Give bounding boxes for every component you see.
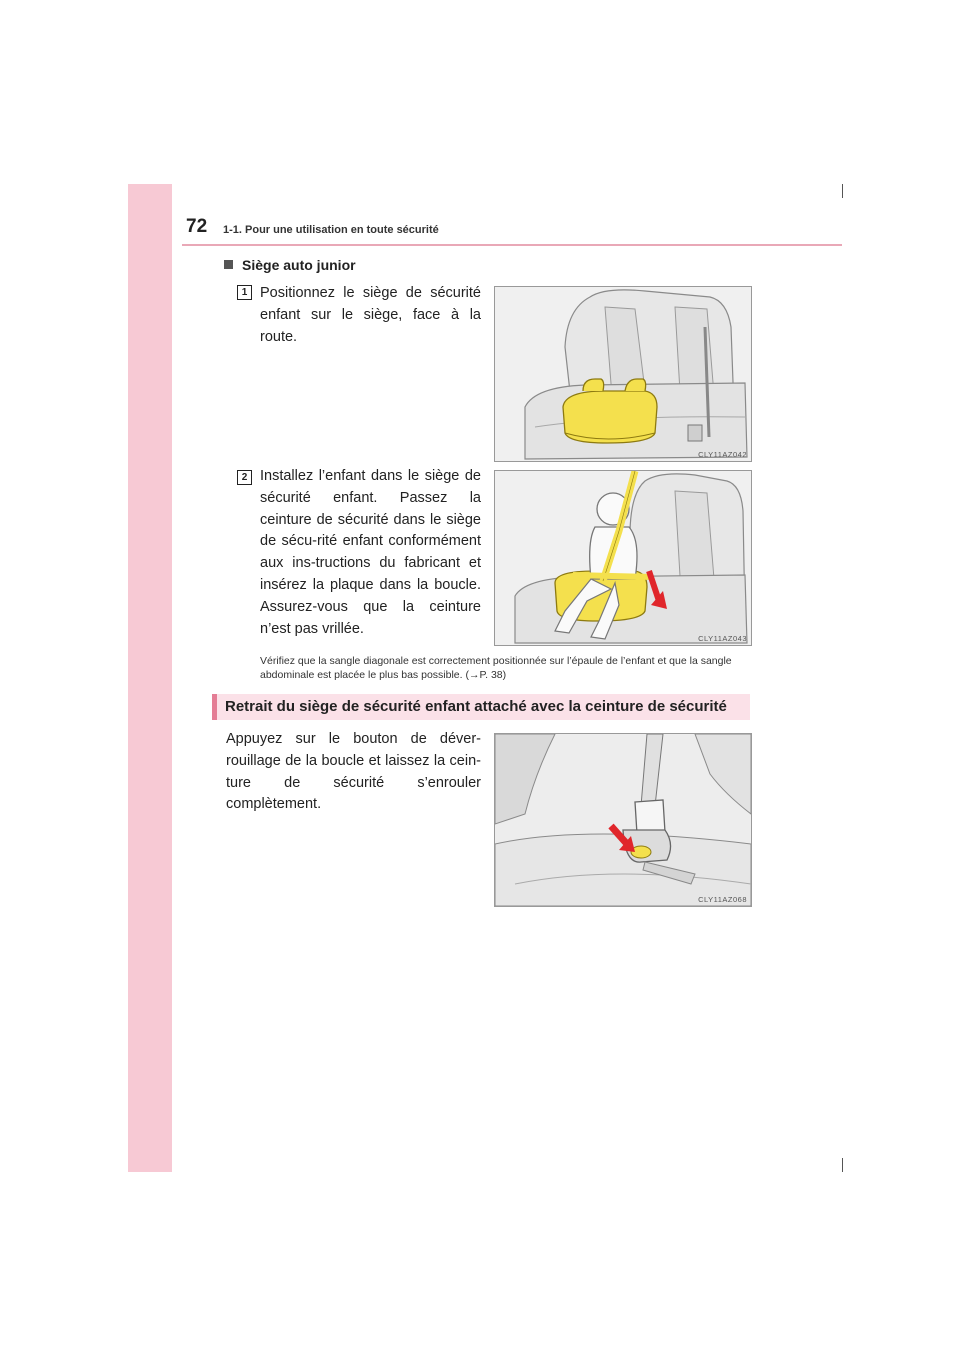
figure-child-seated — [494, 470, 752, 646]
buckle-release-illustration — [495, 734, 751, 906]
subsection-title: Siège auto junior — [242, 257, 356, 273]
crop-mark-top — [842, 184, 843, 198]
page-number: 72 — [186, 216, 208, 237]
step-2-text: Installez l’enfant dans le siège de sécurité enfant. Passez la ceinture de sécurité dans le siège de sécu-rité enfant conformément aux ins-tructions du fabricant et insérez la plaque dans la boucle. Assurez-vous que la ceinture n’est pas vrillée. — [260, 468, 481, 637]
crop-mark-bottom — [842, 1158, 843, 1172]
note-text: Vérifiez que la sangle diagonale est correctement positionnée sur l’épaule de l’enfant et que la sangle abdominale est placée le plus bas possible. (→P. 38) — [260, 655, 732, 681]
child-seated-illustration — [495, 471, 751, 645]
section-reference: 1-1. Pour une utilisation en toute sécurité — [223, 224, 439, 236]
square-bullet-icon — [224, 260, 233, 269]
step-1-text: Positionnez le siège de sécurité enfant sur le siège, face à la route. — [260, 285, 481, 345]
removal-text: Appuyez sur le bouton de déver-rouillage de la boucle et laissez la cein-ture de sécurité s’enrouler complètement. — [226, 731, 481, 813]
figure-booster-seat — [494, 286, 752, 462]
chapter-sidebar — [128, 184, 172, 1172]
step-1-badge: 1 — [237, 285, 252, 300]
booster-seat-illustration — [495, 287, 751, 461]
section-heading-banner: Retrait du siège de sécurité enfant attaché avec la ceinture de sécurité — [212, 694, 750, 720]
header-divider — [182, 244, 842, 246]
figure-code: CLY11AZ043 — [698, 634, 747, 643]
figure-code: CLY11AZ068 — [698, 895, 747, 904]
figure-buckle-release — [494, 733, 752, 907]
subsection-heading — [224, 257, 356, 273]
step-2-badge: 2 — [237, 470, 252, 485]
figure-code: CLY11AZ042 — [698, 450, 747, 459]
